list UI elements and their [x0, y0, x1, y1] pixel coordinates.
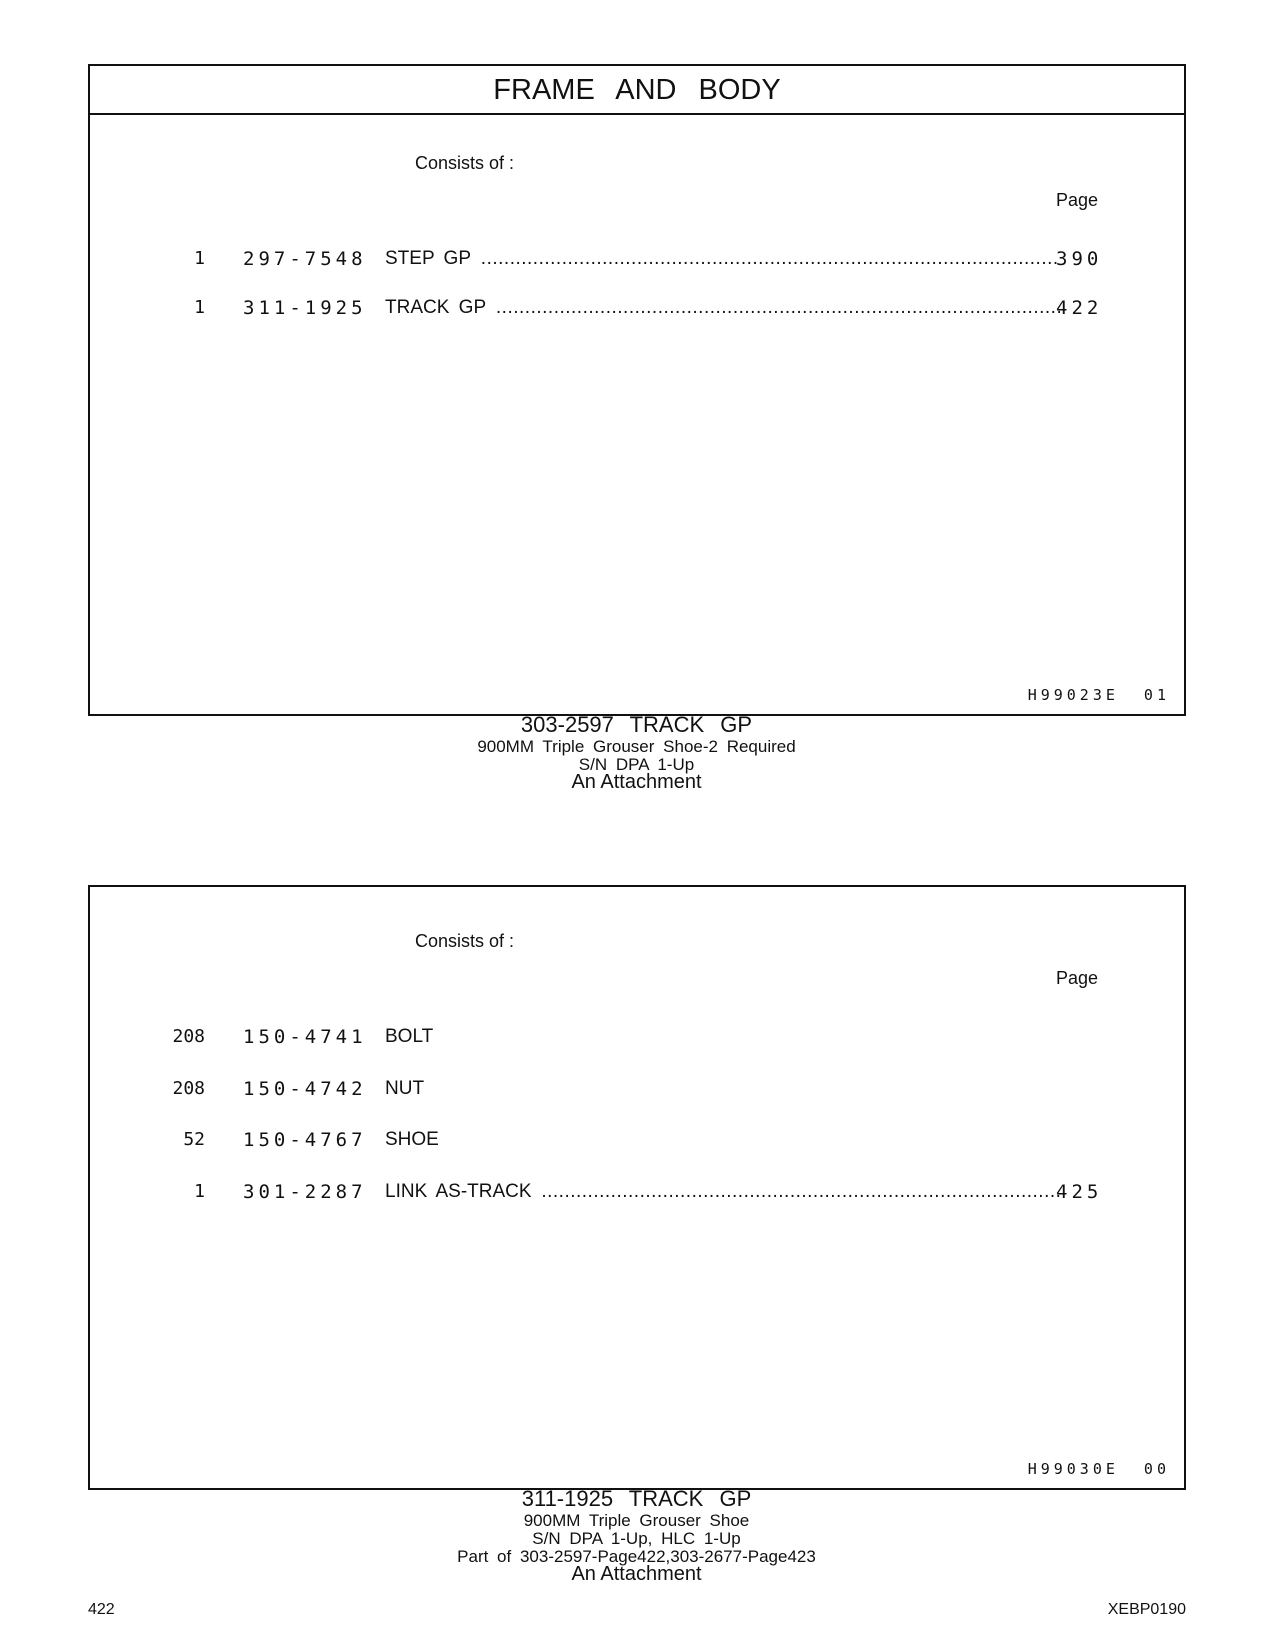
parts-row-part-number: 150-4741 — [243, 1026, 367, 1048]
parts-row-qty: 208 — [172, 1026, 205, 1047]
caption-line: Part of 303-2597-Page422,303-2677-Page423 — [457, 1547, 816, 1566]
parts-panel-track-gp — [88, 885, 1186, 1490]
parts-row-description: BOLT — [385, 1026, 434, 1047]
parts-row-part-number: 297-7548 — [243, 248, 367, 270]
caption-attachment: An Attachment — [571, 771, 702, 793]
section-title-bar — [90, 66, 1184, 115]
illustration-code: H99023E 01 — [1027, 686, 1170, 704]
parts-row — [90, 1026, 1184, 1052]
parts-row-part-number: 311-1925 — [243, 297, 367, 319]
parts-row-part-number: 150-4742 — [243, 1078, 367, 1100]
section-title: FRAME AND BODY — [493, 74, 781, 106]
parts-row-part-number: 150-4767 — [243, 1129, 367, 1151]
parts-row-qty: 1 — [194, 1181, 205, 1202]
parts-row-description: LINK AS-TRACK ..... — [385, 1181, 1060, 1203]
parts-row — [90, 1181, 1184, 1207]
parts-row — [90, 1078, 1184, 1104]
parts-row-description: SHOE — [385, 1129, 439, 1150]
parts-row-qty: 52 — [183, 1129, 205, 1150]
consists-of-label: Consists of : — [415, 153, 515, 173]
parts-row-part-number: 301-2287 — [243, 1181, 367, 1203]
parts-row-description: TRACK GP ..... — [385, 297, 1060, 319]
page-column-header: Page — [1056, 190, 1099, 210]
parts-row-page-ref: 422 — [1056, 297, 1103, 319]
caption-line: 900MM Triple Grouser Shoe — [523, 1511, 750, 1530]
parts-row-page-ref: 425 — [1056, 1181, 1103, 1203]
caption-title: 303-2597 TRACK GP — [520, 712, 753, 737]
parts-row-qty: 208 — [172, 1078, 205, 1099]
footer-page-number: 422 — [88, 1601, 115, 1618]
parts-row-page-ref: 390 — [1056, 248, 1103, 270]
parts-panel-frame-and-body — [88, 64, 1186, 716]
parts-row-qty: 1 — [194, 248, 205, 269]
parts-row-qty: 1 — [194, 297, 205, 318]
parts-row — [90, 297, 1184, 323]
consists-of-label: Consists of : — [415, 931, 515, 951]
illustration-code: H99030E 00 — [1027, 1460, 1170, 1478]
caption-title: 311-1925 TRACK GP — [521, 1486, 752, 1511]
parts-row — [90, 248, 1184, 274]
caption-attachment: An Attachment — [571, 1563, 702, 1585]
page-column-header: Page — [1056, 968, 1099, 988]
parts-row-description: STEP GP ..... — [385, 248, 1060, 270]
parts-row — [90, 1129, 1184, 1155]
caption-line: S/N DPA 1-Up, HLC 1-Up — [532, 1529, 741, 1548]
parts-row-description: NUT — [385, 1078, 425, 1099]
footer-doc-code: XEBP0190 — [1107, 1601, 1186, 1618]
caption-line: 900MM Triple Grouser Shoe-2 Required — [477, 737, 796, 756]
caption-line: S/N DPA 1-Up — [578, 755, 695, 774]
